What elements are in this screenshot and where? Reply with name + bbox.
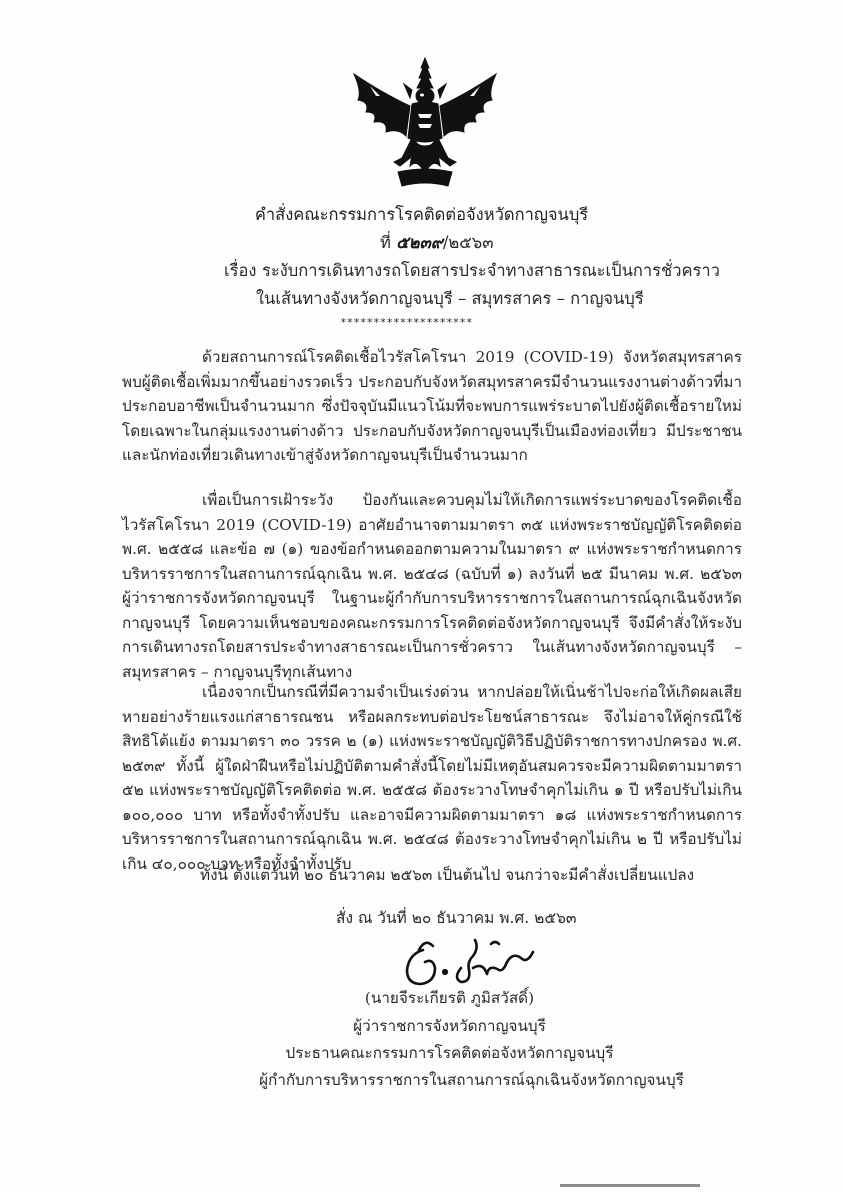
paragraph-2-text: เพื่อเป็นการเฝ้าระวัง ป้องกันและควบคุมไม่ให้เกิดการแพร่ระบาดของโรคติดเชื้อไวรัสโคโรนา 2019 (COVID-19) อาศัยอำนาจตามมาตรา ๓๕ แห่งพระราชบัญญัติโรคติดต่อ พ.ศ. ๒๕๕๘ และข้อ ๗ (๑) ของข้อกำหนดออกตามความในมาตรา ๙ แห่งพระราชกำหนดการบริหารราชการในสถานการณ์ฉุกเฉิน พ.ศ. ๒๕๔๘ (ฉบับที่ ๑) ลงวันที่ ๒๕ มีนาคม พ.ศ. ๒๕๖๓ ผู้ว่าราชการจังหวัดกาญจนบุรี ในฐานะผู้กำกับการบริหารราชการในสถานการณ์ฉุกเฉินจังหวัดกาญจนบุรี โดยความเห็นชอบของคณะกรรมการโรคติดต่อจังหวัดกาญจนบุรี จึงมีคำสั่งให้ระงับการเดินทางรถโดยสารประจำทางสาธารณะเป็นการชั่วคราว ในเส้นทางจังหวัดกาญจนบุรี – สมุทรสาคร – กาญจนบุรีทุกเส้นทาง bbox=[122, 491, 742, 681]
separator: ******************** bbox=[340, 316, 473, 329]
subject-line-2: ในเส้นทางจังหวัดกาญจนบุรี – สมุทรสาคร – กาญจนบุรี bbox=[256, 289, 644, 308]
handwritten-signature bbox=[395, 928, 545, 993]
paragraph-3-text: เนื่องจากเป็นกรณีที่มีความจำเป็นเร่งด่วน หากปล่อยให้เนิ่นช้าไปจะก่อให้เกิดผลเสียหายอย่างร้ายแรงแก่สาธารณชน หรือผลกระทบต่อประโยชน์สาธารณะ จึงไม่อาจให้คู่กรณีใช้สิทธิโต้แย้ง ตามมาตรา ๓๐ วรรค ๒ (๑) แห่งพระราชบัญญัติวิธีปฏิบัติราชการทางปกครอง พ.ศ. ๒๕๓๙ ทั้งนี้ ผู้ใดฝ่าฝืนหรือไม่ปฏิบัติตามคำสั่งนี้โดยไม่มีเหตุอันสมควรจะมีความผิดตามมาตรา ๕๒ แห่งพระราชบัญญัติโรคติดต่อ พ.ศ. ๒๕๕๘ ต้องระวางโทษจำคุกไม่เกิน ๑ ปี หรือปรับไม่เกิน ๑๐๐,๐๐๐ บาท หรือทั้งจำทั้งปรับ และอาจมีความผิดตามมาตรา ๑๘ แห่งพระราชกำหนดการบริหารราชการในสถานการณ์ฉุกเฉิน พ.ศ. ๒๕๔๘ ต้องระวางโทษจำคุกไม่เกิน ๒ ปี หรือปรับไม่เกิน ๔๐,๐๐๐ บาท หรือทั้งจำทั้งปรับ bbox=[122, 683, 742, 873]
subject-line-1: ระงับการเดินทางรถโดยสารประจำทางสาธารณะเป็นการชั่วคราว bbox=[262, 261, 720, 280]
order-number bbox=[380, 230, 494, 256]
order-number-value: ๕๒๓๙ bbox=[396, 233, 443, 252]
order-year: /๒๕๖๓ bbox=[442, 233, 494, 252]
paragraph-4: ทั้งนี้ ตั้งแต่วันที่ ๒๐ ธันวาคม ๒๕๖๓ เป็นต้นไป จนกว่าจะมีคำสั่งเปลี่ยนแปลง bbox=[200, 866, 695, 884]
scan-artifact bbox=[560, 1184, 700, 1187]
signatory-title-supervisor: ผู้กำกับการบริหารราชการในสถานการณ์ฉุกเฉินจังหวัดกาญจนบุรี bbox=[259, 1071, 684, 1089]
subject-label: เรื่อง bbox=[224, 261, 257, 280]
paragraph-2 bbox=[122, 488, 742, 684]
signatory-title-governor: ผู้ว่าราชการจังหวัดกาญจนบุรี bbox=[353, 1017, 546, 1035]
issuing-body: คำสั่งคณะกรรมการโรคติดต่อจังหวัดกาญจนบุรี bbox=[254, 205, 589, 224]
paragraph-1-text: ด้วยสถานการณ์โรคติดเชื้อไวรัสโคโรนา 2019 (COVID-19) จังหวัดสมุทรสาคร พบผู้ติดเชื้อเพิ่มมากขึ้นอย่างรวดเร็ว ประกอบกับจังหวัดสมุทรสาครมีจำนวนแรงงานต่างด้าวที่มาประกอบอาชีพเป็นจำนวนมาก ซึ่งปัจจุบันมีแนวโน้มที่จะพบการแพร่ระบาดไปยังผู้ติดเชื้อรายใหม่ โดยเฉพาะในกลุ่มแรงงานต่างด้าว ประกอบกับจังหวัดกาญจนบุรีเป็นเมืองท่องเที่ยว มีประชาชนและนักท่องเที่ยวเดินทางเข้าสู่จังหวัดกาญจนบุรีเป็นจำนวนมาก bbox=[122, 348, 742, 464]
signed-date: สั่ง ณ วันที่ ๒๐ ธันวาคม พ.ศ. ๒๕๖๓ bbox=[336, 909, 577, 927]
paragraph-3 bbox=[122, 680, 742, 876]
paragraph-1 bbox=[122, 345, 742, 468]
signatory-name: (นายจีระเกียรติ ภูมิสวัสดิ์) bbox=[364, 989, 535, 1007]
signatory-title-chairman: ประธานคณะกรรมการโรคติดต่อจังหวัดกาญจนบุรี bbox=[285, 1044, 614, 1062]
garuda-emblem-icon bbox=[340, 54, 510, 194]
order-prefix: ที่ bbox=[380, 233, 391, 252]
